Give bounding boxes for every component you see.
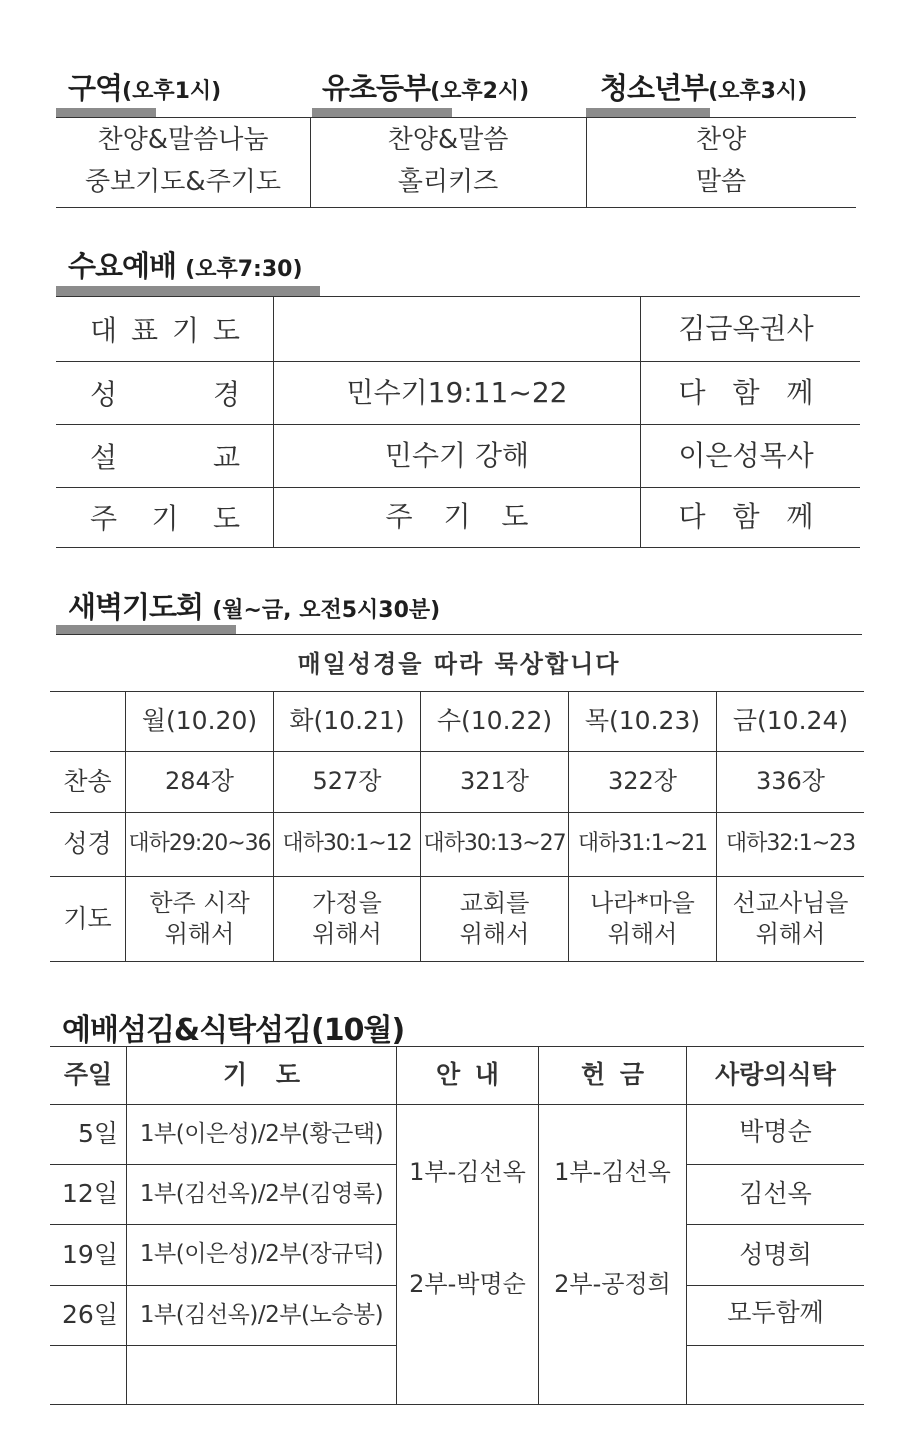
service-prayer-3: 1부(이은성)/2부(장규덕)	[139, 1241, 384, 1268]
group-3-line-1: 찬양	[695, 125, 747, 156]
service-date-4: 26일	[62, 1300, 118, 1330]
dawn-day-tue: 화(10.21)	[289, 706, 405, 736]
dawn-scripture-fri: 대하32:1~23	[725, 831, 856, 857]
service-header-prayer: 기 도	[222, 1060, 300, 1090]
wednesday-title: 수요예배 (오후7:30)	[68, 249, 303, 283]
dawn-label-scripture: 성경	[63, 829, 112, 859]
dawn-label-prayer: 기도	[63, 903, 112, 933]
wed-label-prayer: 대 표 기 도	[90, 314, 240, 347]
dawn-prayer-tue: 가정을 위해서	[312, 888, 382, 948]
dawn-hymn-fri: 336장	[756, 767, 825, 796]
service-header-date: 주일	[63, 1060, 113, 1090]
dawn-prayer-fri: 선교사님을 위해서	[732, 888, 849, 948]
dawn-scripture-thu: 대하31:1~21	[577, 831, 708, 857]
service-table-1: 박명순	[739, 1117, 812, 1147]
service-date-3: 19일	[62, 1239, 118, 1269]
service-prayer-1: 1부(이은성)/2부(황근택)	[139, 1120, 384, 1147]
service-header-table: 사랑의식탁	[715, 1060, 836, 1090]
wed-label-sermon: 설 교	[90, 441, 240, 474]
group-title-1: 구역(오후1시)	[68, 71, 222, 105]
dawn-day-wed: 수(10.22)	[436, 706, 553, 736]
dawn-hymn-thu: 322장	[608, 767, 677, 796]
group-1-line-1: 찬양&말씀나눔	[97, 125, 269, 156]
dawn-prayer-mon: 한주 시작 위해서	[149, 888, 250, 948]
service-guide-2: 2부-박명순	[409, 1270, 526, 1299]
wed-content-prayer	[274, 297, 640, 361]
service-guide-1: 1부-김선옥	[409, 1158, 526, 1187]
wed-person-prayer: 김금옥권사	[678, 311, 814, 345]
service-header-guide: 안 내	[435, 1060, 499, 1090]
service-offering-1: 1부-김선옥	[554, 1158, 671, 1187]
wed-content-lords-prayer: 주 기 도	[385, 499, 529, 533]
dawn-day-fri: 금(10.24)	[732, 706, 849, 736]
dawn-scripture-tue: 대하30:1~12	[282, 831, 412, 857]
dawn-banner: 매일성경을 따라 묵상합니다	[297, 650, 621, 679]
wed-content-sermon: 민수기 강해	[384, 438, 530, 472]
service-table-4: 모두함께	[727, 1298, 824, 1328]
service-offering-2: 2부-공정희	[554, 1270, 671, 1299]
service-table-2: 김선옥	[739, 1179, 812, 1209]
group-1-line-2: 중보기도&주기도	[84, 167, 282, 198]
group-2-line-2: 홀리키즈	[397, 167, 499, 198]
service-prayer-2: 1부(김선옥)/2부(김영록)	[139, 1180, 384, 1207]
dawn-hymn-tue: 527장	[312, 767, 382, 796]
dawn-hymn-mon: 284장	[165, 767, 234, 796]
dawn-hymn-wed: 321장	[460, 767, 529, 796]
wed-person-scripture: 다 함 께	[678, 375, 814, 409]
group-3-line-2: 말씀	[695, 167, 747, 198]
dawn-day-mon: 월(10.20)	[141, 706, 258, 736]
group-title-2: 유초등부(오후2시)	[322, 71, 530, 105]
wed-label-lords-prayer: 주 기 도	[90, 502, 240, 535]
dawn-label-hymn: 찬송	[63, 766, 112, 796]
service-table-3: 성명희	[739, 1239, 812, 1269]
service-prayer-4: 1부(김선옥)/2부(노승봉)	[139, 1301, 384, 1328]
service-title: 예배섬김&식탁섬김(10월)	[62, 1013, 405, 1048]
dawn-prayer-thu: 나라*마을 위해서	[590, 888, 695, 948]
group-2-line-1: 찬양&말씀	[387, 125, 509, 156]
dawn-day-thu: 목(10.23)	[584, 706, 701, 736]
wed-label-scripture: 성 경	[90, 378, 240, 411]
dawn-title: 새벽기도회 (월~금, 오전5시30분)	[68, 590, 441, 624]
wed-content-scripture: 민수기19:11~22	[346, 375, 568, 409]
service-date-1: 5일	[77, 1119, 118, 1149]
group-title-3: 청소년부(오후3시)	[600, 71, 808, 105]
dawn-prayer-wed: 교회를 위해서	[459, 888, 530, 948]
dawn-scripture-wed: 대하30:13~27	[423, 831, 566, 857]
dawn-scripture-mon: 대하29:20~36	[128, 831, 271, 857]
service-date-2: 12일	[62, 1179, 118, 1209]
wed-person-lords-prayer: 다 함 께	[678, 499, 814, 533]
service-header-offering: 헌 금	[580, 1060, 644, 1090]
wed-person-sermon: 이은성목사	[678, 438, 814, 472]
